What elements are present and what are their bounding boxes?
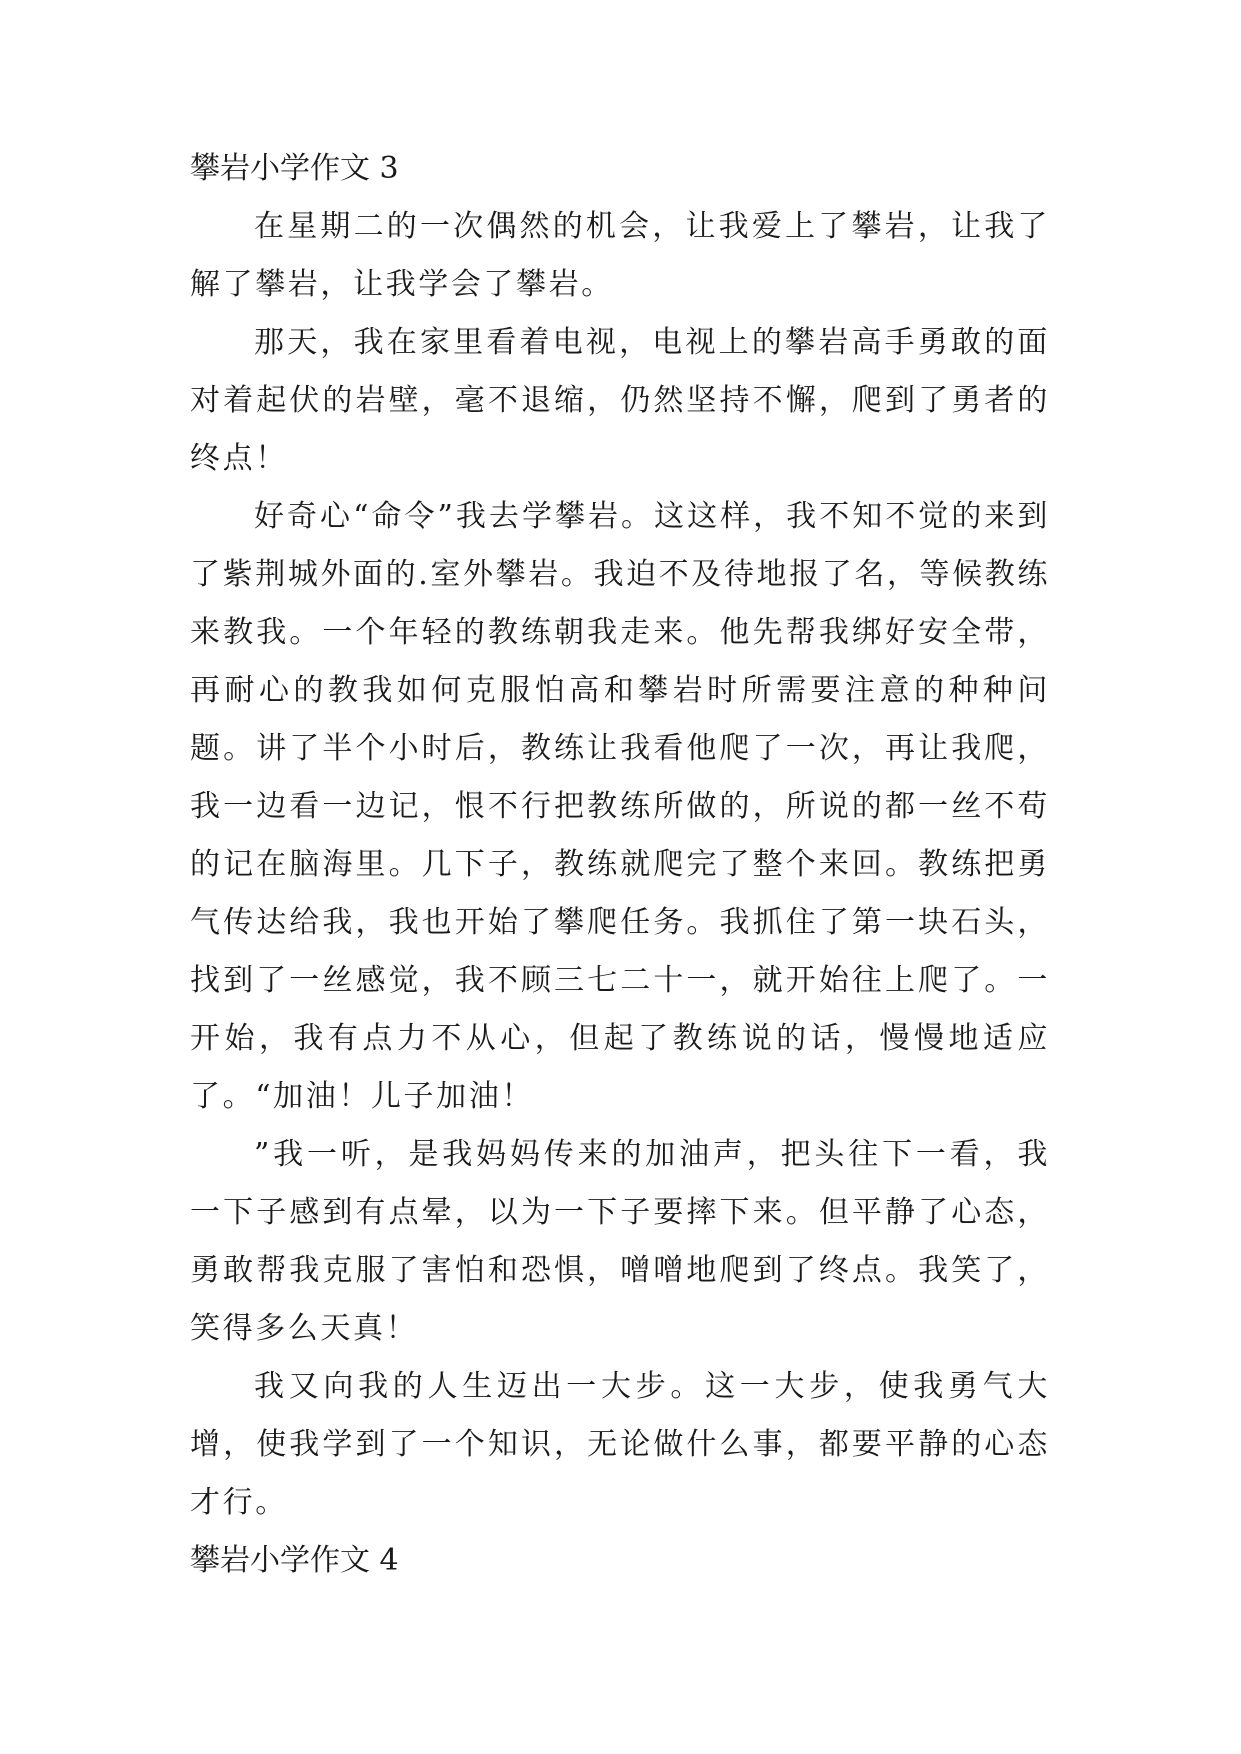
paragraph-2: 那天，我在家里看着电视，电视上的攀岩高手勇敢的面对着起伏的岩壁，毫不退缩，仍然坚持不懈，爬到了勇者的终点！ [190, 325, 1050, 476]
document-page [190, 140, 1050, 1590]
essay-title-3: 攀岩小学作文 3 [190, 151, 399, 186]
essay-title-4: 攀岩小学作文 4 [190, 1543, 399, 1578]
paragraph-4: ”我一听，是我妈妈传来的加油声，把头往下一看，我一下子感到有点晕，以为一下子要摔下来。但平静了心态，勇敢帮我克服了害怕和恐惧，噌噌地爬到了终点。我笑了，笑得多么天真！ [190, 1137, 1050, 1346]
paragraph-1: 在星期二的一次偶然的机会，让我爱上了攀岩，让我了解了攀岩，让我学会了攀岩。 [190, 209, 1050, 302]
paragraph-3: 好奇心“命令”我去学攀岩。这这样，我不知不觉的来到了紫荆城外面的.室外攀岩。我迫不及待地报了名，等候教练来教我。一个年轻的教练朝我走来。他先帮我绑好安全带，再耐心的教我如何克服怕高和攀岩时所需要注意的种种问题。讲了半个小时后，教练让我看他爬了一次，再让我爬，我一边看一边记，恨不行把教练所做的，所说的都一丝不苟的记在脑海里。几下子，教练就爬完了整个来回。教练把勇气传达给我，我也开始了攀爬任务。我抓住了第一块石头，找到了一丝感觉，我不顾三七二十一，就开始往上爬了。一开始，我有点力不从心，但起了教练说的话，慢慢地适应了。“加油！儿子加油！ [190, 499, 1050, 1114]
paragraph-5: 我又向我的人生迈出一大步。这一大步，使我勇气大增，使我学到了一个知识，无论做什么事，都要平静的心态才行。 [190, 1369, 1050, 1520]
